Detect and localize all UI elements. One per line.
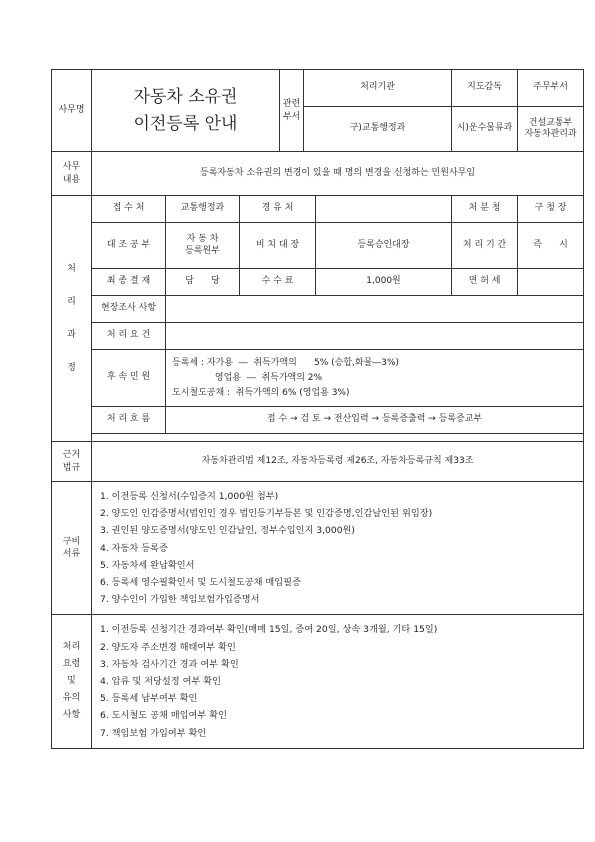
office-content-value [92,152,584,196]
related-dept-label [280,70,304,152]
processing-agency-text: 구)교통행정과 [349,123,406,134]
period-label [452,223,518,269]
main-dept-value [518,107,584,152]
processing-agency-header-text: 처리기관 [360,82,395,93]
document-item-2: 2. 양도인 인감증명서(법인인 경우 법인등기부등본 및 인감증명,인감날인된 위임장) [100,508,433,520]
documents-label-text: 구비 서류 [62,537,81,560]
follow-value [166,350,584,407]
document-item-1: 1. 이전등록 신청서(수입증지 1,000원 첨부) [100,491,279,502]
reception-text: 교통행정과 [180,203,225,214]
follow-line-2: 영업용 ― 취득가액의 2% [172,372,323,383]
basis-label [52,442,92,482]
flow-label-text: 처 리 흐 름 [106,414,151,425]
document-item-4: 4. 자동차 등록증 [100,542,168,554]
process-side-2: 리 [67,296,76,307]
fee-label [240,269,316,296]
approval-label-text: 최 종 결 재 [106,276,151,287]
reception-label [92,196,166,223]
notes-list [92,615,584,749]
disposal-label-text: 처 분 청 [468,203,501,214]
disposal-value [518,196,584,223]
process-side-4: 정 [67,362,76,373]
task-name-label [52,70,92,152]
main-dept-line-2: 자동차관리과 [524,129,577,139]
main-dept-line-1: 건설교통부 [528,117,573,128]
note-item-2: 2. 양도자 주소변경 해태여부 확인 [100,641,236,653]
title-line-2: 이전등록 안내 [133,113,238,134]
seal-label [240,223,316,269]
follow-label-text: 후 속 민 원 [106,372,151,383]
reception-label-text: 접 수 처 [112,203,145,214]
tax-value [518,269,584,296]
basis-value [92,442,584,482]
follow-label [92,350,166,407]
main-dept-header-text: 주무부서 [533,82,568,93]
route-label-text: 경 유 처 [261,203,294,214]
period-value [518,223,584,269]
form-table [51,69,584,749]
supervising-text: 시)운수물류과 [456,123,513,134]
flow-text: 접 수 → 검 토 → 전산입력 → 등록증출력 → 등록증교부 [266,414,483,425]
requirement-label [92,323,166,350]
office-content-label-text: 사무 내용 [62,162,81,185]
flow-value [166,407,584,434]
fee-text: 1,000원 [366,276,401,287]
tax-label [452,269,518,296]
fee-label-text: 수 수 료 [261,276,294,287]
tax-label-text: 면 허 세 [468,276,501,287]
process-side-label [52,196,92,442]
process-side-3: 과 [67,329,76,340]
basis-text: 자동차관리법 제12조, 자동차등록령 제26조, 자동차등록규칙 제33조 [201,455,474,466]
notes-label-text: 처리 요령 및 유의 사항 [62,642,81,721]
period-label-text: 처 리 기 간 [462,239,507,250]
document-title [92,70,280,152]
process-side-1: 처 [67,263,76,274]
disposal-label [452,196,518,223]
document-item-7: 7. 양수인이 가입한 책임보험가입증명서 [100,594,260,606]
documents-list [92,482,584,615]
processing-agency-header [304,70,452,107]
survey-label [92,296,166,323]
supervising-header-text: 지도감독 [467,82,502,93]
document-item-5: 5. 자동차세 완납확인서 [100,559,195,571]
ledger-value [166,223,240,269]
reception-value [166,196,240,223]
office-content-label [52,152,92,196]
requirement-value [166,323,584,350]
seal-ledger [316,223,452,269]
note-item-4: 4. 압류 및 저당설정 여부 확인 [100,676,221,688]
disposal-text: 구 청 장 [534,203,567,214]
follow-line-1: 등록세 : 자가용 ― 취득가액의 5% (승합,화물―3%) [172,357,400,368]
processing-agency-value [304,107,452,152]
note-item-6: 6. 도시철도 공채 매입여부 확인 [100,710,227,722]
title-line-1: 자동차 소유권 [133,87,238,108]
basis-label-text: 근거 법규 [62,450,81,473]
requirement-label-text: 처 리 요 건 [106,330,151,341]
approval-text: 담 당 [185,276,220,287]
survey-label-text: 현장조사 사항 [100,303,157,314]
route-value [316,196,452,223]
notes-label [52,615,92,749]
supervising-value [452,107,518,152]
flow-label [92,407,166,434]
document-item-3: 3. 권인된 양도증명서(양도인 인감날인, 정부수입인지 3,000원) [100,525,356,537]
note-item-1: 1. 이전등록 신청기간 경과여부 확인(매매 15일, 증여 20일, 상속 3개월, 기타 15일) [100,624,438,636]
note-item-7: 7. 책임보험 가입여부 확인 [100,727,207,739]
supervising-header [452,70,518,107]
fee-value [316,269,452,296]
office-content-text: 등록자동차 소유권의 변경이 있을 때 명의 변경을 신청하는 민원사무임 [200,167,476,178]
process-spacer [92,434,584,442]
seal-ledger-text: 등록승인대장 [357,239,410,250]
ledger-label-text: 대 조 공 부 [106,239,151,250]
period-text: 즉 시 [533,239,568,250]
seal-text: 비 치 대 장 [255,239,300,250]
documents-label [52,482,92,615]
ledger-line-2: 등록원부 [185,245,220,256]
note-item-5: 5. 등록세 납부여부 확인 [100,693,198,705]
note-item-3: 3. 자동차 검사기간 경과 여부 확인 [100,658,239,670]
survey-value [166,296,584,323]
task-name-label-text: 사무명 [58,105,85,116]
related-dept-label-text: 관련 부서 [282,99,301,122]
main-dept-header [518,70,584,107]
ledger-line-1: 자 동 차 [186,234,219,245]
approval-label [92,269,166,296]
ledger-label [92,223,166,269]
route-label [240,196,316,223]
document-item-6: 6. 등록세 영수필확인서 및 도시철도공채 매입필증 [100,577,301,589]
approval-value [166,269,240,296]
follow-line-3: 도시철도공채 : 취득가액의 6% (영업용 3%) [172,387,350,398]
